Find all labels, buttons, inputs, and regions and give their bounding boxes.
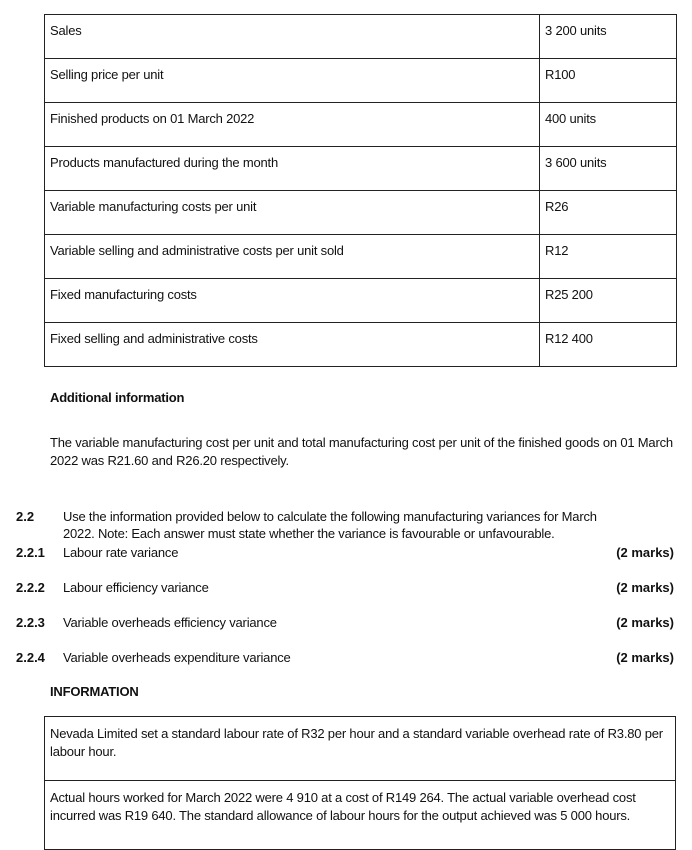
part-marks: (2 marks) [616,545,674,560]
table-row [45,781,676,850]
row-label: Fixed selling and administrative costs [45,323,540,367]
question-text: Use the information provided below to calculate the following manufacturing variances for March 2022. Note: Each answer must state whether the variance is favourable or unfavourable. [63,509,597,541]
cost-data-table [44,14,677,367]
part-marks: (2 marks) [616,650,674,665]
table-row [45,147,677,191]
table-row [45,103,677,147]
row-label: Fixed manufacturing costs [45,279,540,323]
row-label: Selling price per unit [45,59,540,103]
row-label: Finished products on 01 March 2022 [45,103,540,147]
part-text: Variable overheads expenditure variance [63,650,291,665]
row-value: R100 [540,59,677,103]
table-row [45,59,677,103]
part-number: 2.2.4 [16,650,45,665]
row-label: Variable selling and administrative costs per unit sold [45,235,540,279]
part-text: Labour efficiency variance [63,580,209,595]
row-value: R26 [540,191,677,235]
row-value: 3 600 units [540,147,677,191]
information-text: Nevada Limited set a standard labour rate of R32 per hour and a standard variable overhead rate of R3.80 per labour hour. [45,717,676,781]
additional-info-text: The variable manufacturing cost per unit and total manufacturing cost per unit of the finished goods on 01 March 2022 was R21.60 and R26.20 respectively. [50,435,673,468]
row-value: R12 [540,235,677,279]
additional-info-heading: Additional information [50,390,185,405]
part-number: 2.2.2 [16,580,45,595]
row-value: R25 200 [540,279,677,323]
part-number: 2.2.3 [16,615,45,630]
part-marks: (2 marks) [616,580,674,595]
row-label: Products manufactured during the month [45,147,540,191]
part-text: Variable overheads efficiency variance [63,615,277,630]
row-value: 400 units [540,103,677,147]
table-row [45,323,677,367]
row-label: Variable manufacturing costs per unit [45,191,540,235]
table-row [45,191,677,235]
row-value: R12 400 [540,323,677,367]
information-text: Actual hours worked for March 2022 were 4 910 at a cost of R149 264. The actual variable overhead cost incurred was R19 640. The standard allowance of labour hours for the output achieved was 5 000 hours. [45,781,676,850]
row-label: Sales [45,15,540,59]
table-row [45,279,677,323]
table-row [45,235,677,279]
part-marks: (2 marks) [616,615,674,630]
question-number: 2.2 [16,509,35,524]
information-table [44,716,676,850]
table-row [45,717,676,781]
part-text: Labour rate variance [63,545,179,560]
information-heading: INFORMATION [50,684,139,699]
row-value: 3 200 units [540,15,677,59]
part-number: 2.2.1 [16,545,45,560]
table-row [45,15,677,59]
